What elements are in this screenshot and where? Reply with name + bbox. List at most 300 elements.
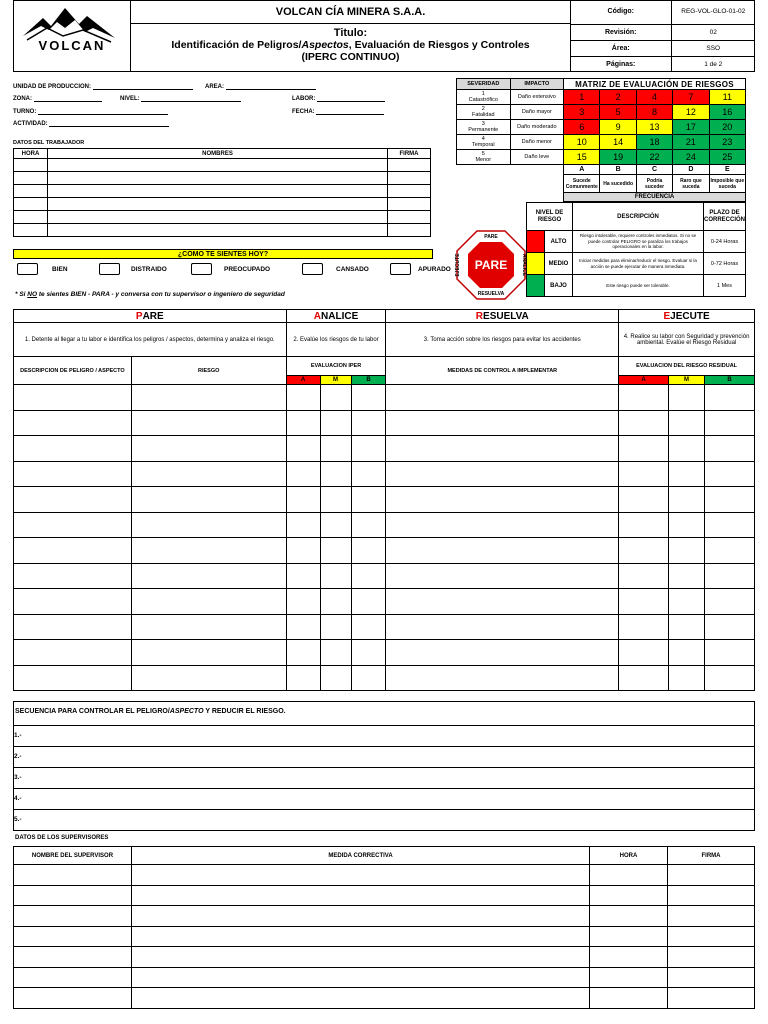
titulo-label: Titulo:: [333, 27, 368, 39]
cell[interactable]: [388, 224, 431, 237]
cell[interactable]: [14, 487, 132, 513]
cell[interactable]: [351, 538, 386, 564]
matrix-severity: 5 Menor: [457, 150, 511, 165]
cell[interactable]: [669, 665, 705, 691]
cell[interactable]: [619, 410, 669, 436]
cell[interactable]: [619, 640, 669, 666]
cell[interactable]: [14, 385, 132, 411]
cell[interactable]: [351, 614, 386, 640]
matrix-cell: 14: [600, 135, 636, 150]
cell[interactable]: [286, 461, 320, 487]
cell[interactable]: [386, 640, 619, 666]
table-row: [14, 614, 755, 640]
field-unidad: [13, 84, 193, 90]
cell[interactable]: [14, 211, 48, 224]
cell[interactable]: [619, 512, 669, 538]
cell[interactable]: [48, 159, 388, 172]
table-row: [14, 461, 755, 487]
matrix-cell: 6: [564, 120, 600, 135]
field-actividad-label: ACTIVIDAD:: [13, 121, 48, 127]
cell[interactable]: [14, 967, 132, 988]
cell[interactable]: [386, 563, 619, 589]
cell[interactable]: [320, 640, 351, 666]
cell[interactable]: [131, 665, 286, 691]
table-row: [14, 487, 755, 513]
mood-checkbox-bien[interactable]: [17, 263, 38, 275]
matrix-cell: 7: [673, 90, 709, 105]
mood-note: [15, 291, 285, 298]
cell[interactable]: [14, 159, 48, 172]
cell[interactable]: [669, 385, 705, 411]
cell[interactable]: [386, 614, 619, 640]
step-resuelva-rest: ESUELVA: [483, 310, 529, 322]
sequence-title: [15, 708, 286, 715]
cell[interactable]: [351, 589, 386, 615]
cell[interactable]: [669, 614, 705, 640]
cell[interactable]: [132, 947, 590, 968]
sequence-line[interactable]: [13, 767, 755, 788]
freq-letter: E: [709, 165, 745, 175]
cell[interactable]: [320, 487, 351, 513]
risk-level-desc: Este riesgo puede ser tolerable.: [573, 275, 704, 297]
cell[interactable]: [131, 410, 286, 436]
freq-letter: B: [600, 165, 636, 175]
risk-level-row: [527, 253, 746, 275]
cell[interactable]: [131, 385, 286, 411]
cell[interactable]: [669, 563, 705, 589]
cell[interactable]: [669, 436, 705, 462]
mood-checkbox-preocupado[interactable]: [191, 263, 212, 275]
cell[interactable]: [132, 906, 590, 927]
cell[interactable]: [132, 988, 590, 1009]
cell[interactable]: [669, 487, 705, 513]
matrix-severity: 1 Catastrófico: [457, 90, 511, 105]
col-riesgo: RIESGO: [131, 357, 286, 385]
risk-level-desc: Iniciar medidas para eliminar/reducir el riesgo. Evaluar si la acción se puede ejecutar de manera inmediata.: [573, 253, 704, 275]
cell[interactable]: [619, 563, 669, 589]
cell[interactable]: [386, 385, 619, 411]
field-turno-input[interactable]: [38, 114, 168, 115]
cell[interactable]: [14, 512, 132, 538]
cell[interactable]: [388, 198, 431, 211]
cell[interactable]: [14, 640, 132, 666]
cell[interactable]: [386, 589, 619, 615]
workers-col-hora: HORA: [14, 149, 48, 159]
cell[interactable]: [286, 563, 320, 589]
cell[interactable]: [668, 906, 755, 927]
table-row: [14, 224, 431, 237]
cell[interactable]: [351, 487, 386, 513]
supervisors-table: [13, 846, 755, 1009]
cell[interactable]: [14, 865, 132, 886]
cell[interactable]: [619, 385, 669, 411]
sequence-title-italic: ASPECTO: [169, 708, 204, 715]
cell[interactable]: [669, 512, 705, 538]
risk-matrix: [456, 78, 746, 202]
table-row: [14, 563, 755, 589]
table-row: [14, 906, 755, 927]
cell[interactable]: [14, 172, 48, 185]
risk-level-swatch: [527, 275, 545, 297]
cell[interactable]: [705, 640, 755, 666]
table-row: [14, 159, 431, 172]
matrix-cell: 25: [709, 150, 745, 165]
cell[interactable]: [286, 640, 320, 666]
sequence-line[interactable]: [13, 725, 755, 746]
risk-level-row: [527, 275, 746, 297]
cell[interactable]: [619, 436, 669, 462]
stop-sign-bottom: RESUELVA: [477, 291, 505, 297]
field-unidad-input[interactable]: [93, 89, 193, 90]
matrix-impact: Daño leve: [510, 150, 564, 165]
residual-medio: M: [669, 376, 705, 385]
table-row: [14, 172, 431, 185]
cell[interactable]: [131, 589, 286, 615]
residual-alto: A: [619, 376, 669, 385]
cell[interactable]: [351, 461, 386, 487]
cell[interactable]: [669, 461, 705, 487]
sup-col-hora: HORA: [590, 847, 668, 865]
supervisors-title: DATOS DE LOS SUPERVISORES: [15, 835, 109, 841]
cell[interactable]: [131, 487, 286, 513]
cell[interactable]: [386, 487, 619, 513]
cell[interactable]: [705, 665, 755, 691]
mood-label-cansado: CANSADO: [336, 266, 369, 273]
matrix-cell: 24: [673, 150, 709, 165]
table-row: [14, 988, 755, 1009]
matrix-cell: 13: [636, 120, 672, 135]
meta-value: 1 de 2: [671, 57, 755, 72]
matrix-title: MATRIZ DE EVALUACIÓN DE RIESGOS: [564, 79, 746, 90]
workers-table: [13, 148, 431, 237]
cell[interactable]: [131, 512, 286, 538]
field-fecha-input[interactable]: [316, 114, 384, 115]
cell[interactable]: [286, 512, 320, 538]
cell[interactable]: [14, 906, 132, 927]
sequence-line[interactable]: [13, 746, 755, 767]
sequence-item-label: 4.-: [14, 795, 22, 802]
cell[interactable]: [14, 614, 132, 640]
cell[interactable]: [705, 563, 755, 589]
col-peligro: DESCRIPCION DE PELIGRO / ASPECTO: [14, 357, 132, 385]
matrix-impact: Daño mayor: [510, 105, 564, 120]
cell[interactable]: [14, 185, 48, 198]
cell[interactable]: [320, 614, 351, 640]
mood-checkbox-apurado[interactable]: [390, 263, 411, 275]
meta-value: 02: [671, 24, 755, 40]
step-analice-first: A: [313, 310, 322, 322]
cell[interactable]: [48, 198, 388, 211]
cell[interactable]: [619, 614, 669, 640]
matrix-cell: 17: [673, 120, 709, 135]
freq-letter: C: [636, 165, 672, 175]
cell[interactable]: [388, 172, 431, 185]
mood-checkbox-distraido[interactable]: [99, 263, 120, 275]
cell[interactable]: [386, 436, 619, 462]
cell[interactable]: [351, 410, 386, 436]
col-medidas: MEDIDAS DE CONTROL A IMPLEMENTAR: [386, 357, 619, 385]
cell[interactable]: [320, 436, 351, 462]
cell[interactable]: [668, 947, 755, 968]
cell[interactable]: [48, 211, 388, 224]
workers-col-firma: FIRMA: [388, 149, 431, 159]
col-eval-iper: EVALUACION IPER: [286, 357, 386, 376]
step-analice: [286, 310, 386, 323]
field-nivel: [120, 96, 241, 102]
cell[interactable]: [14, 461, 132, 487]
stop-sign: [456, 230, 526, 300]
cell[interactable]: [705, 436, 755, 462]
step-pare-rest: ARE: [142, 310, 164, 322]
cell[interactable]: [619, 538, 669, 564]
cell[interactable]: [590, 906, 668, 927]
cell[interactable]: [14, 224, 48, 237]
datos-trabajador-label: DATOS DEL TRABAJADOR: [13, 140, 85, 146]
cell[interactable]: [619, 487, 669, 513]
field-actividad-input[interactable]: [49, 126, 169, 127]
step-ejecute-desc: 4. Realice su labor con Seguridad y prevención ambiental. Evalúe el Riesgo Residual: [619, 323, 755, 357]
cell[interactable]: [48, 172, 388, 185]
cell[interactable]: [320, 512, 351, 538]
meta-label: Área:: [571, 40, 671, 56]
cell[interactable]: [14, 665, 132, 691]
cell[interactable]: [14, 589, 132, 615]
levels-col-descripcion: DESCRIPCIÓN: [573, 203, 704, 231]
cell[interactable]: [132, 926, 590, 947]
cell[interactable]: [386, 410, 619, 436]
cell[interactable]: [320, 589, 351, 615]
cell[interactable]: [351, 563, 386, 589]
mood-label-preocupado: PREOCUPADO: [224, 266, 271, 273]
iper-bajo: B: [351, 376, 386, 385]
cell[interactable]: [131, 614, 286, 640]
meta-value: SSO: [671, 40, 755, 56]
cell[interactable]: [351, 512, 386, 538]
cell[interactable]: [619, 589, 669, 615]
cell[interactable]: [14, 538, 132, 564]
mood-label-apurado: APURADO: [418, 266, 451, 273]
cell[interactable]: [705, 487, 755, 513]
cell[interactable]: [320, 461, 351, 487]
cell[interactable]: [386, 665, 619, 691]
cell[interactable]: [286, 589, 320, 615]
residual-bajo: B: [705, 376, 755, 385]
cell[interactable]: [619, 461, 669, 487]
matrix-cell: 9: [600, 120, 636, 135]
step-analice-rest: NALICE: [321, 310, 359, 322]
matrix-row: [457, 150, 746, 165]
cell[interactable]: [668, 988, 755, 1009]
field-zona-input[interactable]: [34, 101, 102, 102]
field-area: [205, 84, 316, 90]
cell[interactable]: [705, 385, 755, 411]
cell[interactable]: [320, 665, 351, 691]
cell[interactable]: [14, 563, 132, 589]
cell[interactable]: [669, 589, 705, 615]
cell[interactable]: [351, 436, 386, 462]
cell[interactable]: [131, 563, 286, 589]
cell[interactable]: [351, 385, 386, 411]
freq-desc: Ha sucedido: [600, 175, 636, 193]
freq-desc: Sucede Comunmente: [564, 175, 600, 193]
levels-col-plazo: PLAZO DE CORRECCIÓN: [704, 203, 746, 231]
table-row: [14, 885, 755, 906]
field-zona: [13, 96, 102, 102]
stop-sign-top: PARE: [484, 234, 498, 240]
cell[interactable]: [320, 563, 351, 589]
cell[interactable]: [386, 512, 619, 538]
cell[interactable]: [705, 512, 755, 538]
risk-level-desc: Riesgo intolerable, requiere controles inmediatos. Si no se puede controlar PELIGRO se paraliza los trabajos operacionales en la labor.: [573, 231, 704, 253]
cell[interactable]: [669, 640, 705, 666]
cell[interactable]: [705, 614, 755, 640]
cell[interactable]: [48, 224, 388, 237]
field-nivel-input[interactable]: [141, 101, 241, 102]
sequence-line[interactable]: [13, 809, 755, 830]
field-area-input[interactable]: [226, 89, 316, 90]
cell[interactable]: [705, 589, 755, 615]
field-turno: [13, 109, 168, 115]
matrix-cell: 21: [673, 135, 709, 150]
matrix-cell: 2: [600, 90, 636, 105]
cell[interactable]: [286, 538, 320, 564]
cell[interactable]: [286, 665, 320, 691]
cell[interactable]: [14, 988, 132, 1009]
cell[interactable]: [705, 538, 755, 564]
cell[interactable]: [131, 436, 286, 462]
mood-label-distraido: DISTRAIDO: [131, 266, 167, 273]
sequence-line[interactable]: [13, 788, 755, 809]
cell[interactable]: [14, 885, 132, 906]
cell[interactable]: [590, 865, 668, 886]
title-line2: (IPERC CONTINUO): [301, 51, 400, 63]
cell[interactable]: [14, 947, 132, 968]
field-nivel-label: NIVEL:: [120, 96, 140, 102]
cell[interactable]: [48, 185, 388, 198]
cell[interactable]: [286, 385, 320, 411]
cell[interactable]: [14, 926, 132, 947]
mood-note-pre: * Si: [15, 291, 28, 298]
cell[interactable]: [386, 461, 619, 487]
cell[interactable]: [286, 410, 320, 436]
mood-checkbox-cansado[interactable]: [302, 263, 323, 275]
matrix-cell: 16: [709, 105, 745, 120]
sequence-item-label: 1.-: [14, 732, 22, 739]
table-row: [14, 967, 755, 988]
title-part2: , Evaluación de Riesgos y Controles: [348, 39, 530, 51]
risk-levels-table: [526, 202, 746, 297]
cell[interactable]: [320, 385, 351, 411]
matrix-col-impacto: IMPACTO: [510, 79, 564, 90]
cell[interactable]: [131, 640, 286, 666]
risk-level-name: ALTO: [545, 231, 573, 253]
mood-note-post: te sientes BIEN - PARA - y conversa con tu supervisor o ingeniero de seguridad: [37, 291, 285, 298]
cell[interactable]: [14, 436, 132, 462]
cell[interactable]: [590, 967, 668, 988]
cell[interactable]: [668, 926, 755, 947]
cell[interactable]: [590, 885, 668, 906]
sequence-title-post: Y REDUCIR EL RIESGO.: [203, 708, 286, 715]
matrix-col-severidad: SEVERIDAD: [457, 79, 511, 90]
meta-value: REG-VOL-GLO-01-02: [671, 0, 755, 24]
cell[interactable]: [705, 410, 755, 436]
field-area-label: AREA:: [205, 84, 224, 90]
company-name: VOLCAN CÍA MINERA S.A.A.: [131, 0, 571, 24]
table-row: [14, 947, 755, 968]
mood-label-bien: BIEN: [52, 266, 68, 273]
matrix-impact: Daño moderado: [510, 120, 564, 135]
matrix-row: [457, 90, 746, 105]
cell[interactable]: [705, 461, 755, 487]
cell[interactable]: [132, 885, 590, 906]
levels-col-nivel: NIVEL DE RIESGO: [527, 203, 573, 231]
cell[interactable]: [286, 436, 320, 462]
cell[interactable]: [286, 614, 320, 640]
matrix-cell: 4: [636, 90, 672, 105]
risk-level-plazo: 1 Mes: [704, 275, 746, 297]
field-labor-input[interactable]: [317, 101, 385, 102]
cell[interactable]: [668, 967, 755, 988]
cell[interactable]: [388, 185, 431, 198]
table-row: [14, 211, 431, 224]
cell[interactable]: [286, 487, 320, 513]
field-unidad-label: UNIDAD DE PRODUCCION:: [13, 84, 91, 90]
table-row: [14, 589, 755, 615]
table-row: [14, 512, 755, 538]
step-pare-desc: 1. Detente al llegar a tu labor e identifica los peligros / aspectos, determina y analiza el riesgo.: [14, 323, 287, 357]
sup-col-firma: FIRMA: [668, 847, 755, 865]
matrix-cell: 5: [600, 105, 636, 120]
cell[interactable]: [351, 640, 386, 666]
cell[interactable]: [668, 865, 755, 886]
freq-letter: A: [564, 165, 600, 175]
cell[interactable]: [131, 461, 286, 487]
cell[interactable]: [388, 159, 431, 172]
cell[interactable]: [132, 967, 590, 988]
matrix-cell: 18: [636, 135, 672, 150]
cell[interactable]: [132, 865, 590, 886]
cell[interactable]: [320, 538, 351, 564]
matrix-severity: 3 Permanente: [457, 120, 511, 135]
cell[interactable]: [668, 885, 755, 906]
freq-label: FRECUENCIA: [564, 193, 746, 202]
cell[interactable]: [590, 926, 668, 947]
cell[interactable]: [386, 538, 619, 564]
cell[interactable]: [131, 538, 286, 564]
cell[interactable]: [669, 410, 705, 436]
title-part1: Identificación de Peligros/: [171, 39, 302, 51]
table-row: [14, 198, 431, 211]
cell[interactable]: [14, 198, 48, 211]
matrix-row: [457, 105, 746, 120]
iperc-table: [13, 309, 755, 691]
cell[interactable]: [320, 410, 351, 436]
cell[interactable]: [619, 665, 669, 691]
cell[interactable]: [590, 947, 668, 968]
cell[interactable]: [590, 988, 668, 1009]
mood-question: ¿CÓMO TE SIENTES HOY?: [13, 249, 433, 259]
matrix-cell: 15: [564, 150, 600, 165]
freq-letter: D: [673, 165, 709, 175]
cell[interactable]: [388, 211, 431, 224]
document-title: [131, 24, 571, 72]
cell[interactable]: [669, 538, 705, 564]
cell[interactable]: [351, 665, 386, 691]
step-resuelva-first: R: [475, 310, 484, 322]
matrix-row: [457, 120, 746, 135]
cell[interactable]: [14, 410, 132, 436]
table-row: [14, 185, 431, 198]
